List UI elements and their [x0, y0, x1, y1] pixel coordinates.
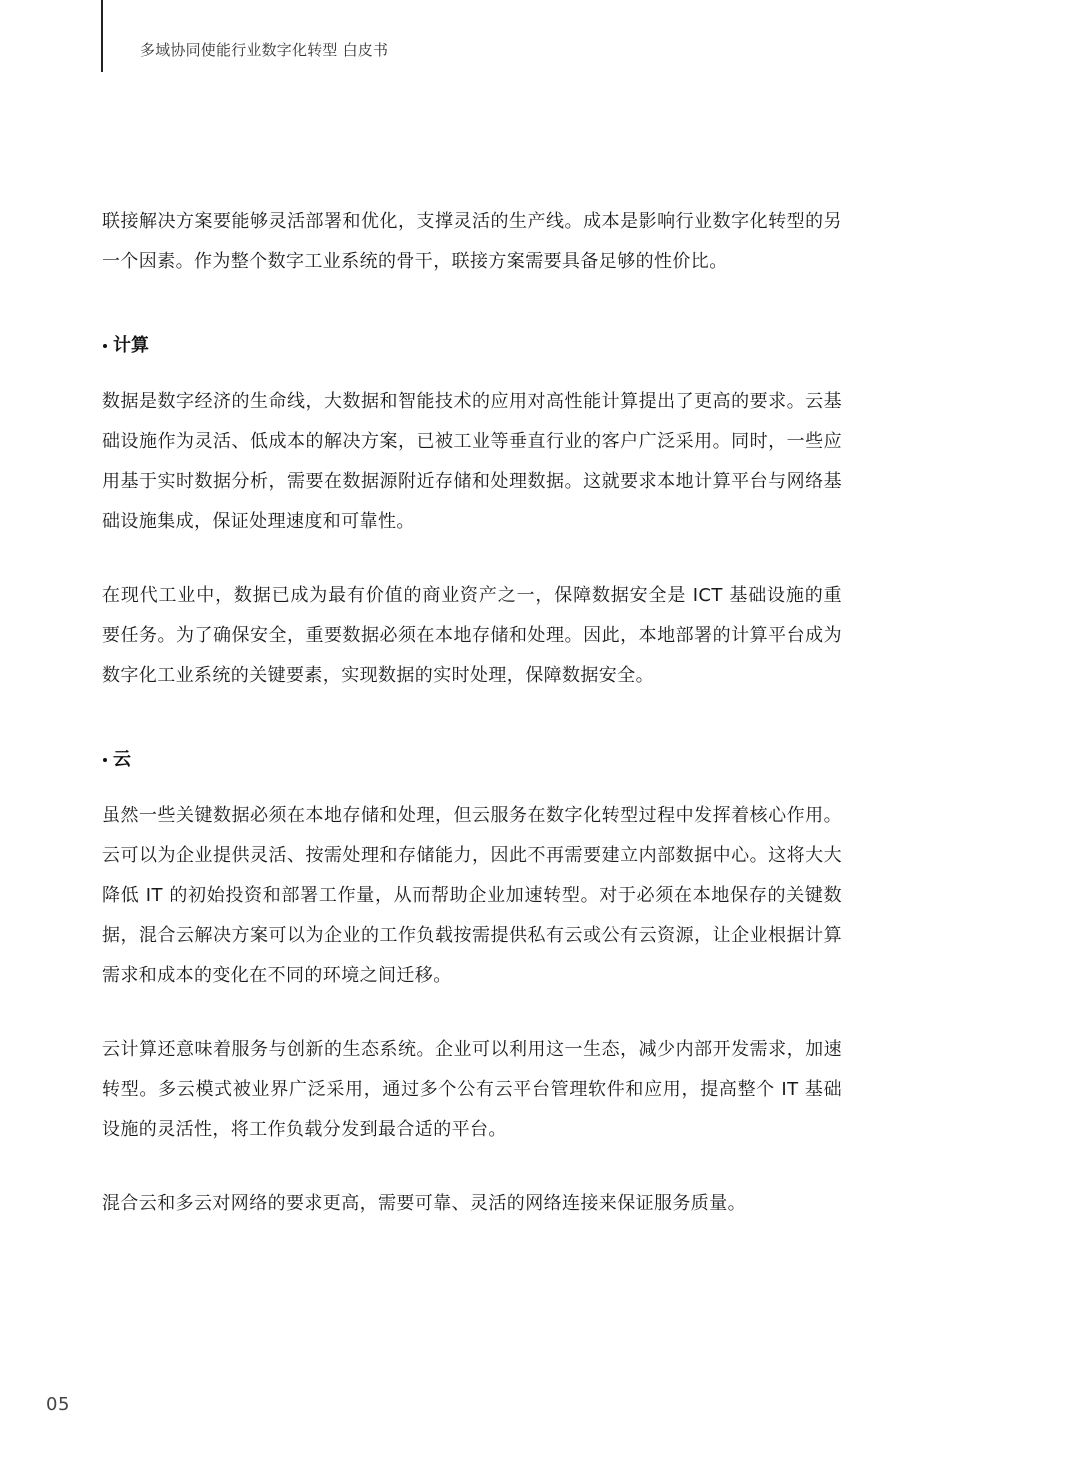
cloud-paragraph-2: 云计算还意味着服务与创新的生态系统。企业可以利用这一生态，减少内部开发需求，加速转型。多云模式被业界广泛采用，通过多个公有云平台管理软件和应用，提高整个 IT 基础设施的灵活性，将工作负载分发到最合适的平台。: [102, 1039, 842, 1140]
bullet-icon: [103, 758, 107, 762]
document-title: 多域协同使能行业数字化转型 白皮书: [140, 41, 389, 59]
header-divider: [101, 0, 103, 72]
intro-paragraph: 联接解决方案要能够灵活部署和优化，支撑灵活的生产线。成本是影响行业数字化转型的另一个因素。作为整个数字工业系统的骨干，联接方案需要具备足够的性价比。: [102, 211, 842, 272]
page-number: 05: [46, 1394, 70, 1415]
page-content: [102, 202, 842, 1224]
section-heading-label: 计算: [113, 335, 149, 356]
compute-paragraph-1: 数据是数字经济的生命线，大数据和智能技术的应用对高性能计算提出了更高的要求。云基础设施作为灵活、低成本的解决方案，已被工业等垂直行业的客户广泛采用。同时，一些应用基于实时数据分析，需要在数据源附近存储和处理数据。这就要求本地计算平台与网络基础设施集成，保证处理速度和可靠性。: [102, 391, 842, 532]
cloud-paragraph-1: 虽然一些关键数据必须在本地存储和处理，但云服务在数字化转型过程中发挥着核心作用。云可以为企业提供灵活、按需处理和存储能力，因此不再需要建立内部数据中心。这将大大降低 IT 的初始投资和部署工作量，从而帮助企业加速转型。对于必须在本地保存的关键数据，混合云解决方案可以为企业的工作负载按需提供私有云或公有云资源，让企业根据计算需求和成本的变化在不同的环境之间迁移。: [102, 805, 842, 986]
section-heading-label: 云: [113, 749, 131, 770]
cloud-paragraph-3: 混合云和多云对网络的要求更高，需要可靠、灵活的网络连接来保证服务质量。: [102, 1193, 746, 1214]
section-heading-cloud: [102, 744, 842, 776]
bullet-icon: [103, 344, 107, 348]
compute-paragraph-2: 在现代工业中，数据已成为最有价值的商业资产之一，保障数据安全是 ICT 基础设施的重要任务。为了确保安全，重要数据必须在本地存储和处理。因此，本地部署的计算平台成为数字化工业系统的关键要素，实现数据的实时处理，保障数据安全。: [102, 585, 842, 686]
section-heading-compute: [102, 330, 842, 362]
